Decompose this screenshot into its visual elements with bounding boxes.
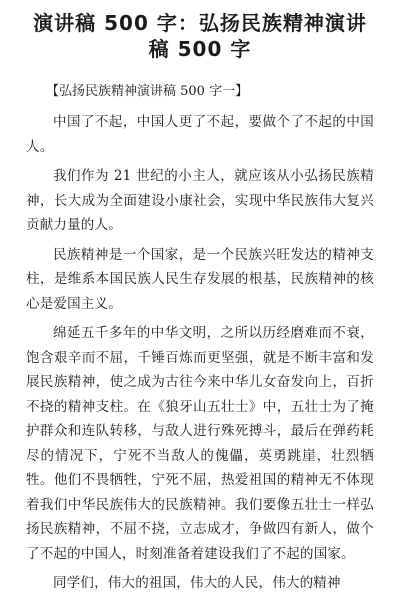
paragraph-1: 中国了不起，中国人更了不起，要做个了不起的中国人。 [26, 114, 374, 155]
paragraph-3: 民族精神是一个国家，是一个民族兴旺发达的精神支柱，是维系本国民族人民生存发展的根基，民族精神的核心是爱国主义。 [26, 246, 374, 312]
document-title: 演讲稿 500 字：弘扬民族精神演讲稿 500 字 [33, 11, 367, 61]
paragraph-4: 绵延五千多年的中华文明，之所以历经磨难而不衰，饱含艰辛而不屈，千锤百炼而更坚强，就是不断丰富和发展民族精神，使之成为古往今来中华儿女奋发向上，百折不挠的精神支柱。在《狼牙山五壮士》中，五壮士为了掩护群众和连队转移，与敌人进行殊死搏斗，最后在弹药耗尽的情况下，宁死不当敌人的傀儡，英勇跳崖，壮烈牺牲。他们不畏牺牲，宁死不屈，热爱祖国的精神无不体现着我们中华民族伟大的民族精神。我们要像五壮士一样弘扬民族精神，不屈不挠，立志成才，争做四有新人，做个了不起的中国人，时刻准备着建设我们了不起的国家。 [26, 325, 374, 562]
section-heading: 【弘扬民族精神演讲稿 500 字一】 [46, 84, 249, 99]
paragraph-2: 我们作为 21 世纪的小主人，就应该从小弘扬民族精神，长大成为全面建设小康社会，实现中华民族伟大复兴贡献力量的人。 [26, 168, 374, 233]
paragraph-5-partial: 同学们，伟大的祖国，伟大的人民，伟大的精神 [53, 575, 341, 591]
